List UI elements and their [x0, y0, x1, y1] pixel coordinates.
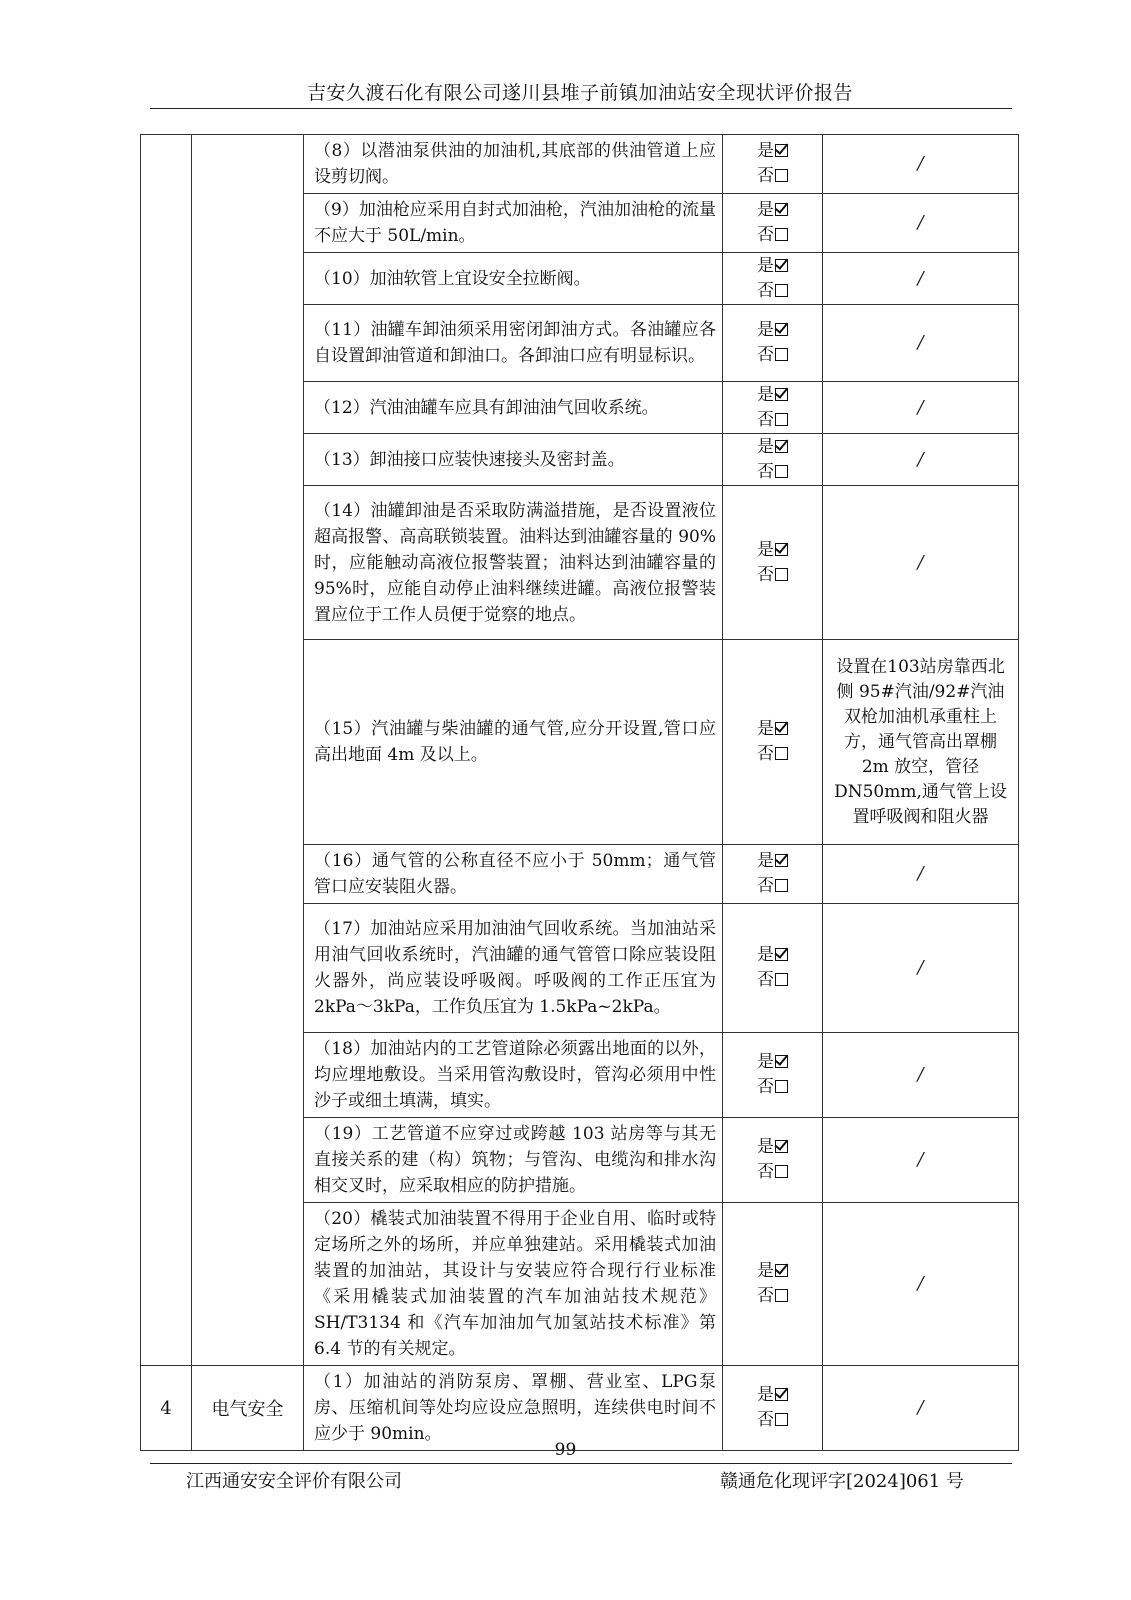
requirement-text: （16）通气管的公称直径不应小于 50mm；通气管管口应安装阻火器。: [304, 845, 723, 904]
checklist-row-section-4: [141, 1366, 1019, 1451]
checklist-row: [141, 135, 1019, 194]
empty-checkbox-icon: [775, 973, 788, 986]
checked-checkbox-icon: [775, 1264, 788, 1277]
checked-checkbox-icon: [775, 543, 788, 556]
result-cell: [823, 904, 1019, 1033]
footer-divider: [150, 1463, 1012, 1464]
not-applicable-mark: /: [917, 863, 924, 884]
empty-checkbox-icon: [775, 465, 788, 478]
empty-checkbox-icon: [775, 169, 788, 182]
check-cell: [723, 845, 823, 904]
yes-option: 是: [723, 538, 822, 563]
result-cell: [823, 486, 1019, 640]
not-applicable-mark: /: [917, 396, 924, 418]
requirement-text: （17）加油站应采用加油油气回收系统。当加油站采用油气回收系统时，汽油罐的通气管管口除应装设阻火器外，尚应装设呼吸阀。呼吸阀的工作正压宜为 2kPa～3kPa，工作负压宜为 1.5kPa~2kPa。: [304, 904, 723, 1033]
requirement-text: （1）加油站的消防泵房、罩棚、营业室、LPG泵房、压缩机间等处均应设应急照明，连续供电时间不应少于 90min。: [304, 1366, 723, 1451]
no-option: 否: [723, 1284, 822, 1309]
checked-checkbox-icon: [775, 948, 788, 961]
check-cell: [723, 1118, 823, 1203]
yes-option: 是: [723, 1050, 822, 1075]
result-cell: [823, 1203, 1019, 1366]
requirement-text: （11）油罐车卸油须采用密闭卸油方式。各油罐应各自设置卸油管道和卸油口。各卸油口应有明显标识。: [304, 305, 723, 382]
check-cell: [723, 434, 823, 486]
not-applicable-mark: /: [917, 448, 924, 470]
item-number: 4: [141, 1366, 192, 1451]
requirement-text: （20）橇装式加油装置不得用于企业自用、临时或特定场所之外的场所，并应单独建站。采用橇装式加油装置的加油站，其设计与安装应符合现行行业标准《采用橇装式加油装置的汽车加油站技术规范》SH/T3134 和《汽车加油加气加氢站技术标准》第 6.4 节的有关规定。: [304, 1203, 723, 1366]
no-option: 否: [723, 343, 822, 368]
page-number: 99: [554, 1440, 577, 1460]
no-option: 否: [723, 223, 822, 248]
safety-checklist-table: [140, 134, 1019, 1451]
checked-checkbox-icon: [775, 854, 788, 867]
checked-checkbox-icon: [775, 388, 788, 401]
empty-checkbox-icon: [775, 879, 788, 892]
check-cell: [723, 1203, 823, 1366]
not-applicable-mark: /: [917, 1149, 924, 1170]
empty-checkbox-icon: [775, 1289, 788, 1302]
empty-checkbox-icon: [775, 348, 788, 361]
checked-checkbox-icon: [775, 259, 788, 272]
no-option: 否: [723, 279, 822, 304]
category-label: 电气安全: [192, 1366, 304, 1451]
no-option: 否: [723, 742, 822, 767]
no-option: 否: [723, 408, 822, 433]
empty-checkbox-icon: [775, 568, 788, 581]
check-cell: [723, 640, 823, 845]
yes-option: 是: [723, 849, 822, 874]
check-cell: [723, 382, 823, 434]
not-applicable-mark: /: [917, 1397, 924, 1418]
result-cell: [823, 1366, 1019, 1451]
yes-option: 是: [723, 198, 822, 223]
yes-option: 是: [723, 1259, 822, 1284]
no-option: 否: [723, 460, 822, 485]
requirement-text: （13）卸油接口应装快速接头及密封盖。: [304, 434, 723, 486]
requirement-text: （14）油罐卸油是否采取防满溢措施，是否设置液位超高报警、高高联锁装置。油料达到油罐容量的 90%时，应能触动高液位报警装置；油料达到油罐容量的 95%时，应能自动停止油料继续进罐。高液位报警装置应位于工作人员便于觉察的地点。: [304, 486, 723, 640]
not-applicable-mark: /: [917, 957, 924, 978]
empty-checkbox-icon: [775, 413, 788, 426]
checked-checkbox-icon: [775, 144, 788, 157]
result-cell: [823, 194, 1019, 253]
not-applicable-mark: /: [917, 332, 924, 353]
yes-option: 是: [723, 435, 822, 460]
yes-option: 是: [723, 383, 822, 408]
checked-checkbox-icon: [775, 203, 788, 216]
page-header-title: 吉安久渡石化有限公司遂川县堆子前镇加油站安全现状评价报告: [306, 82, 853, 104]
result-cell: [823, 135, 1019, 194]
result-cell: [823, 382, 1019, 434]
empty-checkbox-icon: [775, 1413, 788, 1426]
result-cell: [823, 845, 1019, 904]
checked-checkbox-icon: [775, 1140, 788, 1153]
yes-option: 是: [723, 943, 822, 968]
check-cell: [723, 486, 823, 640]
item-number-cell: [141, 135, 192, 1366]
check-cell: [723, 305, 823, 382]
requirement-text: （18）加油站内的工艺管道除必须露出地面的以外，均应埋地敷设。当采用管沟敷设时，管沟必须用中性沙子或细土填满，填实。: [304, 1033, 723, 1118]
check-cell: [723, 135, 823, 194]
no-option: 否: [723, 1075, 822, 1100]
checked-checkbox-icon: [775, 440, 788, 453]
empty-checkbox-icon: [775, 284, 788, 297]
footer-doc-number: 赣通危化现评字[2024]061 号: [720, 1471, 964, 1492]
requirement-text: （10）加油软管上宜设安全拉断阀。: [304, 253, 723, 305]
requirement-text: （19）工艺管道不应穿过或跨越 103 站房等与其无直接关系的建（构）筑物；与管沟、电缆沟和排水沟相交叉时，应采取相应的防护措施。: [304, 1118, 723, 1203]
result-cell: [823, 1118, 1019, 1203]
checked-checkbox-icon: [775, 323, 788, 336]
empty-checkbox-icon: [775, 228, 788, 241]
not-applicable-mark: /: [917, 1273, 924, 1294]
result-cell: 设置在103站房靠西北侧 95#汽油/92#汽油双枪加油机承重柱上方，通气管高出罩棚 2m 放空，管径 DN50mm,通气管上设置呼吸阀和阻火器: [823, 640, 1019, 845]
checked-checkbox-icon: [775, 1388, 788, 1401]
no-option: 否: [723, 968, 822, 993]
not-applicable-mark: /: [917, 1064, 924, 1085]
yes-option: 是: [723, 1135, 822, 1160]
yes-option: 是: [723, 1383, 822, 1408]
not-applicable-mark: /: [917, 212, 924, 233]
requirement-text: （12）汽油油罐车应具有卸油油气回收系统。: [304, 382, 723, 434]
checked-checkbox-icon: [775, 1055, 788, 1068]
check-cell: [723, 1033, 823, 1118]
header-divider: [150, 108, 1012, 109]
footer-company: 江西通安安全评价有限公司: [186, 1471, 402, 1492]
yes-option: 是: [723, 318, 822, 343]
no-option: 否: [723, 1160, 822, 1185]
yes-option: 是: [723, 139, 822, 164]
result-cell: [823, 434, 1019, 486]
check-cell: [723, 1366, 823, 1451]
empty-checkbox-icon: [775, 747, 788, 760]
requirement-text: （9）加油枪应采用自封式加油枪，汽油加油枪的流量不应大于 50L/min。: [304, 194, 723, 253]
no-option: 否: [723, 563, 822, 588]
category-cell: [192, 135, 304, 1366]
check-cell: [723, 253, 823, 305]
not-applicable-mark: /: [917, 153, 924, 174]
result-cell: [823, 305, 1019, 382]
result-cell: [823, 253, 1019, 305]
no-option: 否: [723, 164, 822, 189]
checked-checkbox-icon: [775, 722, 788, 735]
not-applicable-mark: /: [917, 551, 924, 573]
empty-checkbox-icon: [775, 1080, 788, 1093]
requirement-text: （15）汽油罐与柴油罐的通气管,应分开设置,管口应高出地面 4m 及以上。: [304, 640, 723, 845]
yes-option: 是: [723, 254, 822, 279]
check-cell: [723, 194, 823, 253]
requirement-text: （8）以潜油泵供油的加油机,其底部的供油管道上应设剪切阀。: [304, 135, 723, 194]
no-option: 否: [723, 874, 822, 899]
check-cell: [723, 904, 823, 1033]
not-applicable-mark: /: [917, 267, 924, 289]
yes-option: 是: [723, 717, 822, 742]
result-cell: [823, 1033, 1019, 1118]
empty-checkbox-icon: [775, 1165, 788, 1178]
no-option: 否: [723, 1408, 822, 1433]
